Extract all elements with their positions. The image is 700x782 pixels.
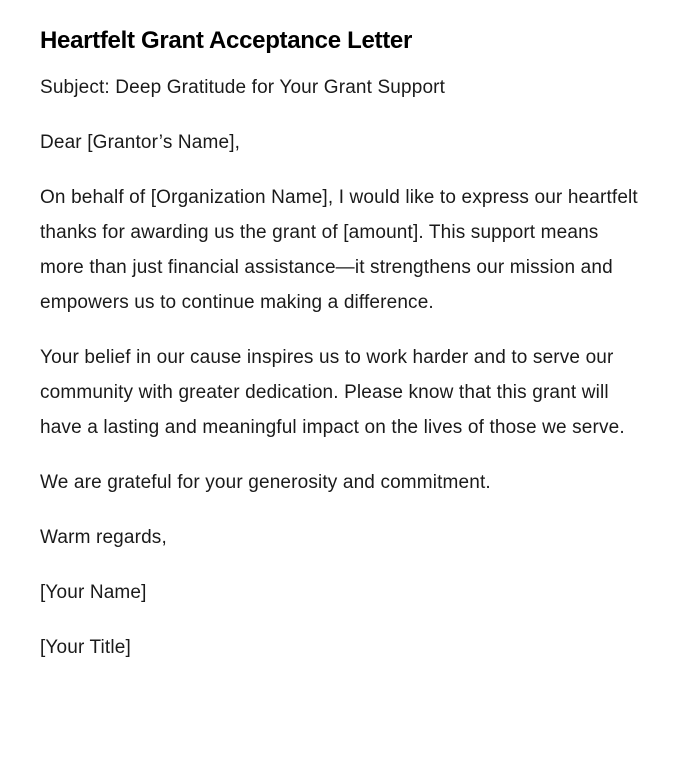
letter-title: Heartfelt Grant Acceptance Letter [40,27,412,54]
letter-paragraph-2: Your belief in our cause inspires us to work harder and to serve our community with greater dedication. Please know that this grant will have a lasting and meaningful impact on the lives of those we serve. [40,347,625,438]
signature-name: [Your Name] [40,582,147,603]
letter-paragraph-1: On behalf of [Organization Name], I would like to express our heartfelt thanks for awarding us the grant of [amount]. This support means more than just financial assistance—it strengthens our mission and empowers us to continue making a difference. [40,187,638,313]
letter-document [40,24,640,685]
letter-subject: Subject: Deep Gratitude for Your Grant Support [40,77,446,98]
letter-closing: Warm regards, [40,527,167,548]
signature-title: [Your Title] [40,637,131,658]
letter-paragraph-3: We are grateful for your generosity and commitment. [40,472,491,493]
letter-salutation: Dear [Grantor’s Name], [40,132,241,153]
